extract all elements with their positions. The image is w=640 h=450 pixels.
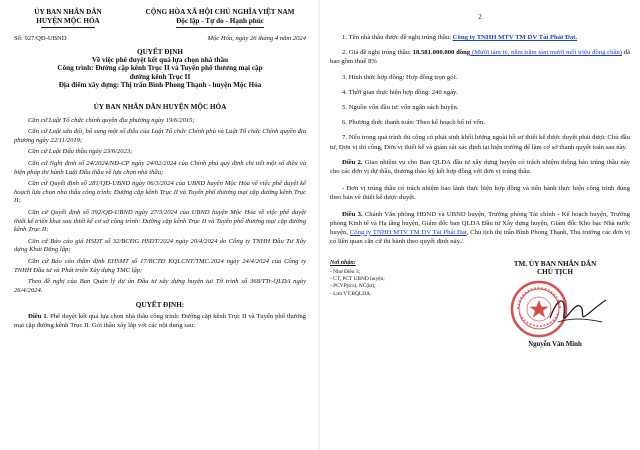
- recipient-item: - Lưu VT,BQLDA.: [330, 290, 372, 297]
- bid-amount-words[interactable]: (Mười tám tỷ, năm trăm tám mươi mốt triệu đồng chẵn): [470, 49, 622, 57]
- recipient-item: - Như Điều 3;: [330, 269, 361, 276]
- document-title: [14, 48, 306, 90]
- title-line-1: Về việc phê duyệt kết quả lựa chọn nhà thầu: [91, 56, 229, 64]
- article-2-label: Điều 2.: [342, 158, 363, 166]
- document-page-1: [0, 0, 316, 450]
- item-7: 7. Nếu trong quá trình thi công có phát sinh khối lượng ngoài hồ sơ thiết kế được duyệt phải được Chủ đầu tư, Đơn vị thi công, Đơn vị thiết kế và giám sát xác định tại hiện trường để làm cơ sở thanh quyết toán sau này.: [330, 134, 630, 151]
- article-3-contractor-link[interactable]: Công ty TNHH MTV TM DV Tài Phát Đạt: [349, 228, 467, 236]
- agency-underline: [41, 27, 95, 28]
- handwritten-signature-icon: [544, 288, 610, 334]
- document-footer: [330, 260, 630, 348]
- item-2-suffix: đã bao gồm thuế 8%: [330, 49, 631, 66]
- article-2: [330, 158, 630, 176]
- decision-heading: QUYẾT ĐỊNH:: [135, 301, 185, 310]
- document-meta: [14, 35, 306, 42]
- recipients-label: Nơi nhận:: [330, 259, 356, 266]
- issuing-agency: [14, 8, 122, 28]
- document-header: [14, 8, 306, 28]
- page-number: 2: [478, 14, 482, 21]
- legal-bases: [14, 117, 306, 296]
- document-date: Mộc Hóa, ngày 26 tháng 4 năm 2024: [207, 34, 306, 42]
- title-line-4: Địa điểm xây dựng: Thị trấn Bình Phong Thạnh - huyện Mộc Hóa: [58, 81, 262, 90]
- legal-basis-item: Căn cứ Luật Tổ chức chính quyền địa phương ngày 19/6/2015;: [28, 116, 195, 124]
- title-line-3: đường kênh Trục II: [129, 72, 191, 81]
- item-6: 6. Phương thức thanh toán: Theo kế hoạch bố trí vốn.: [342, 119, 485, 127]
- legal-basis-item: Căn cứ Luật sửa đổi, bổ sung một số điều của Luật Tổ chức Chính phủ và Luật Tổ chức Chính quyền địa phương ngày 22/11/2019;: [14, 128, 306, 144]
- article-2-text: Giao nhiệm vụ cho Ban QLDA đầu tư xây dựng huyện có trách nhiệm thông báo trúng thầu này cho các đơn vị dự thầu, thương thảo ký kết hợp đồng với đơn vị trúng thầu.: [330, 158, 631, 175]
- signature-block: [480, 260, 630, 348]
- legal-basis-item: Căn cứ Quyết định số 392/QĐ-UBND ngày 27/3/2024 của UBND huyện Mộc Hóa về việc phê duyệt thiết kế triển khai sau thiết kế cơ sở công trình: Đường cặp kênh Trục II và Tuyến phố thương mại cặp đường kênh Trục II;: [14, 208, 306, 234]
- item-4: 4. Thời gian thực hiện hợp đồng: 240 ngày.: [342, 88, 458, 96]
- national-motto: [134, 8, 306, 28]
- signature-org-line-2: CHỦ TỊCH: [536, 268, 573, 277]
- article-2-note: - Đơn vị trúng thầu có trách nhiệm bảo lãnh thực hiện hợp đồng và tiến hành thực hiện công trình đúng theo bản vẽ thiết kế được duyệt.: [330, 184, 630, 201]
- article-1-label: Điều 1: [28, 313, 47, 321]
- item-1-prefix: 1. Tên nhà thầu được đề nghị trúng thầu:: [342, 34, 453, 41]
- agency-line-1: ỦY BAN NHÂN DÂN: [34, 8, 102, 16]
- bid-amount: 18.581.000.000 đồng: [412, 49, 471, 57]
- document-number: Số: 927/QĐ-UBND: [14, 34, 67, 42]
- title-line-2: Công trình: Đường cặp kênh Trục II và Tuyến phố thương mại cặp: [57, 64, 263, 73]
- article-1: [14, 313, 306, 330]
- title-type: QUYẾT ĐỊNH: [137, 47, 183, 56]
- legal-basis-item: Căn cứ Luật Đấu thầu ngày 23/6/2023;: [28, 148, 133, 156]
- issuer-heading: ỦY BAN NHÂN DÂN HUYỆN MỘC HÓA: [93, 102, 227, 111]
- legal-basis-item: Căn cứ Nghị định số 24/2024/NĐ-CP ngày 24/02/2024 của Chính phủ quy định chi tiết một số điều và biện pháp thi hành Luật Đấu thầu về lựa chọn nhà thầu;: [14, 160, 306, 176]
- recipient-item: - PCVP(tcs), NC(kt);: [330, 283, 376, 290]
- nation-line-2: Độc lập - Tự do - Hạnh phúc: [176, 16, 264, 25]
- legal-basis-item: Căn cứ Báo cáo thẩm định EHSMT số 17/BCTĐ KQLCNT/TMC.2024 ngày 24/4/2024 của Công ty TNHH Đầu tư và Phát triển Xây dựng TMC lập;: [14, 257, 306, 274]
- article-1-text: . Phê duyệt kết quả lựa chọn nhà thầu công trình: Đường cặp kênh Trục II và Tuyến phố thương mại cặp đường kênh Trục II. Gói thầu xây lắp với các nội dung sau:: [14, 313, 307, 330]
- article-3-text-a: Chánh Văn phòng HĐND và UBND huyện, Trưởng phòng Tài chính - Kế hoạch huyện, Trưởng phòng Kinh tế và Hạ tầng huyện, Giám đốc ban QLDA Đầu tư Xây dựng huyện, Giám đốc Kho bạc Nhà nước huyện,: [330, 210, 631, 236]
- article-3: [330, 210, 630, 246]
- article-3-text-b: , Chủ tịch thị trấn Bình Phong Thạnh, Thủ trưởng các đơn vị có liên quan căn cứ thi hành theo quyết định này./.: [330, 228, 630, 245]
- document-page-2: [322, 0, 640, 450]
- item-2: [330, 48, 630, 66]
- item-2-prefix: 2. Giá đề nghị trúng thầu:: [342, 49, 413, 57]
- recipients-block: [330, 260, 480, 348]
- item-5: 5. Nguồn vốn đầu tư: vốn ngân sách huyện.: [342, 104, 459, 112]
- signature-org-line-1: TM. ỦY BAN NHÂN DÂN: [513, 259, 597, 268]
- page-divider: [318, 0, 320, 450]
- contractor-link[interactable]: Công ty TNHH MTV TM DV Tài Phát Đạt.: [452, 34, 578, 41]
- item-1: [330, 33, 630, 42]
- nation-line-1: CỘNG HÒA XÃ HỘI CHỦ NGHĨA VIỆT NAM: [145, 8, 295, 16]
- article-3-label: Điều 3.: [342, 210, 363, 218]
- legal-basis-item: Theo đề nghị của Ban Quản lý dự án Đầu tư xây dựng huyện tại Tờ trình số 368/TTr-QLDA ngày 26/4/2024.: [14, 278, 306, 294]
- motto-underline: [176, 27, 264, 28]
- signer-name: Nguyễn Văn Minh: [528, 341, 582, 349]
- legal-basis-item: Căn cứ Báo cáo giá HSDT số 32/BCĐG HSDT/2024 ngày 20/4/2024 do Công ty TNHH Đầu Tư Xây dựng Khải Đăng lập;: [14, 237, 306, 254]
- item-3: 3. Hình thức hợp đồng: Hợp đồng trọn gói.: [342, 73, 458, 81]
- legal-basis-item: Căn cứ Quyết định số 281/QĐ-UBND ngày 06/3/2024 của UBND huyện Mộc Hóa về việc phê duyệt kế hoạch lựa chọn nhà thầu công trình: Đường cặp kênh Trục II và Tuyến phố thương mại cặp đường kênh Trục II;: [14, 180, 306, 205]
- recipient-item: - CT, PCT UBND huyện;: [330, 276, 385, 283]
- agency-line-2: HUYỆN MỘC HÓA: [36, 16, 100, 25]
